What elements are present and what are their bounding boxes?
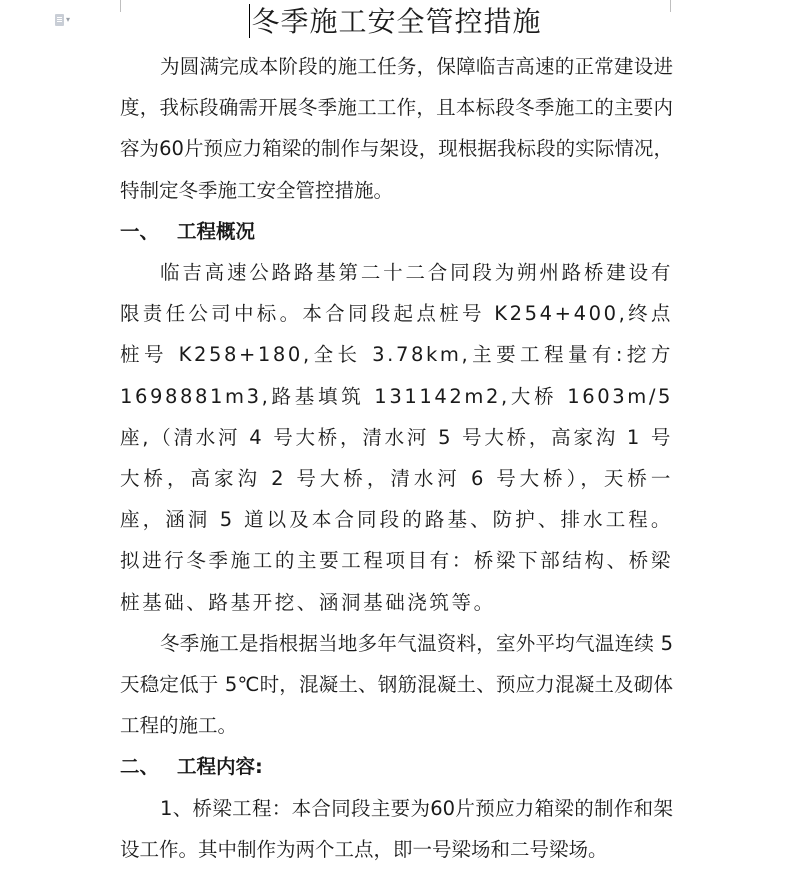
- overview-paragraph: 临吉高速公路路基第二十二合同段为朔州路桥建设有限责任公司中标。本合同段起点桩号 K254+400,终点桩号 K258+180,全长 3.78km,主要工程量有:挖方1698881m3,路基填筑 131142m2,大桥 1603m/5 座,（清水河 4 号大桥，清水河 5 号大桥，高家沟 1 号大桥，高家沟 2 号大桥，清水河 6 号大桥），天桥一座，涵洞 5 道以及本合同段的路基、防护、排水工程。拟进行冬季施工的主要工程项目有：桥梁下部结构、桥梁桩基础、路基开挖、涵洞基础浇筑等。: [120, 261, 673, 614]
- bridge-work-paragraph: 1、桥梁工程：本合同段主要为60片预应力箱梁的制作和架设工作。其中制作为两个工点，即一号梁场和二号梁场。: [120, 796, 673, 861]
- intro-paragraph: 为圆满完成本阶段的施工任务，保障临吉高速的正常建设进度，我标段确需开展冬季施工工作，且本标段冬季施工的主要内容为60片预应力箱梁的制作与架设，现根据我标段的实际情况，特制定冬季施工安全管控措施。: [120, 55, 673, 202]
- chevron-down-icon: ▾: [66, 15, 71, 24]
- document-page[interactable]: [120, 0, 673, 870]
- section-number: 一、: [120, 219, 160, 243]
- section-title: 工程内容:: [177, 755, 263, 779]
- section-number: 二、: [120, 755, 160, 779]
- section-heading-content: [120, 746, 673, 787]
- document-menu-button[interactable]: [55, 13, 79, 27]
- document-title: 冬季施工安全管控措施: [251, 5, 542, 38]
- section-heading-overview: [120, 211, 673, 252]
- document-icon: [55, 14, 64, 26]
- section-title: 工程概况: [177, 219, 256, 243]
- winter-definition-paragraph: 冬季施工是指根据当地多年气温资料，室外平均气温连续 5 天稳定低于 5℃时，混凝土、钢筋混凝土、预应力混凝土及砌体工程的施工。: [120, 631, 673, 738]
